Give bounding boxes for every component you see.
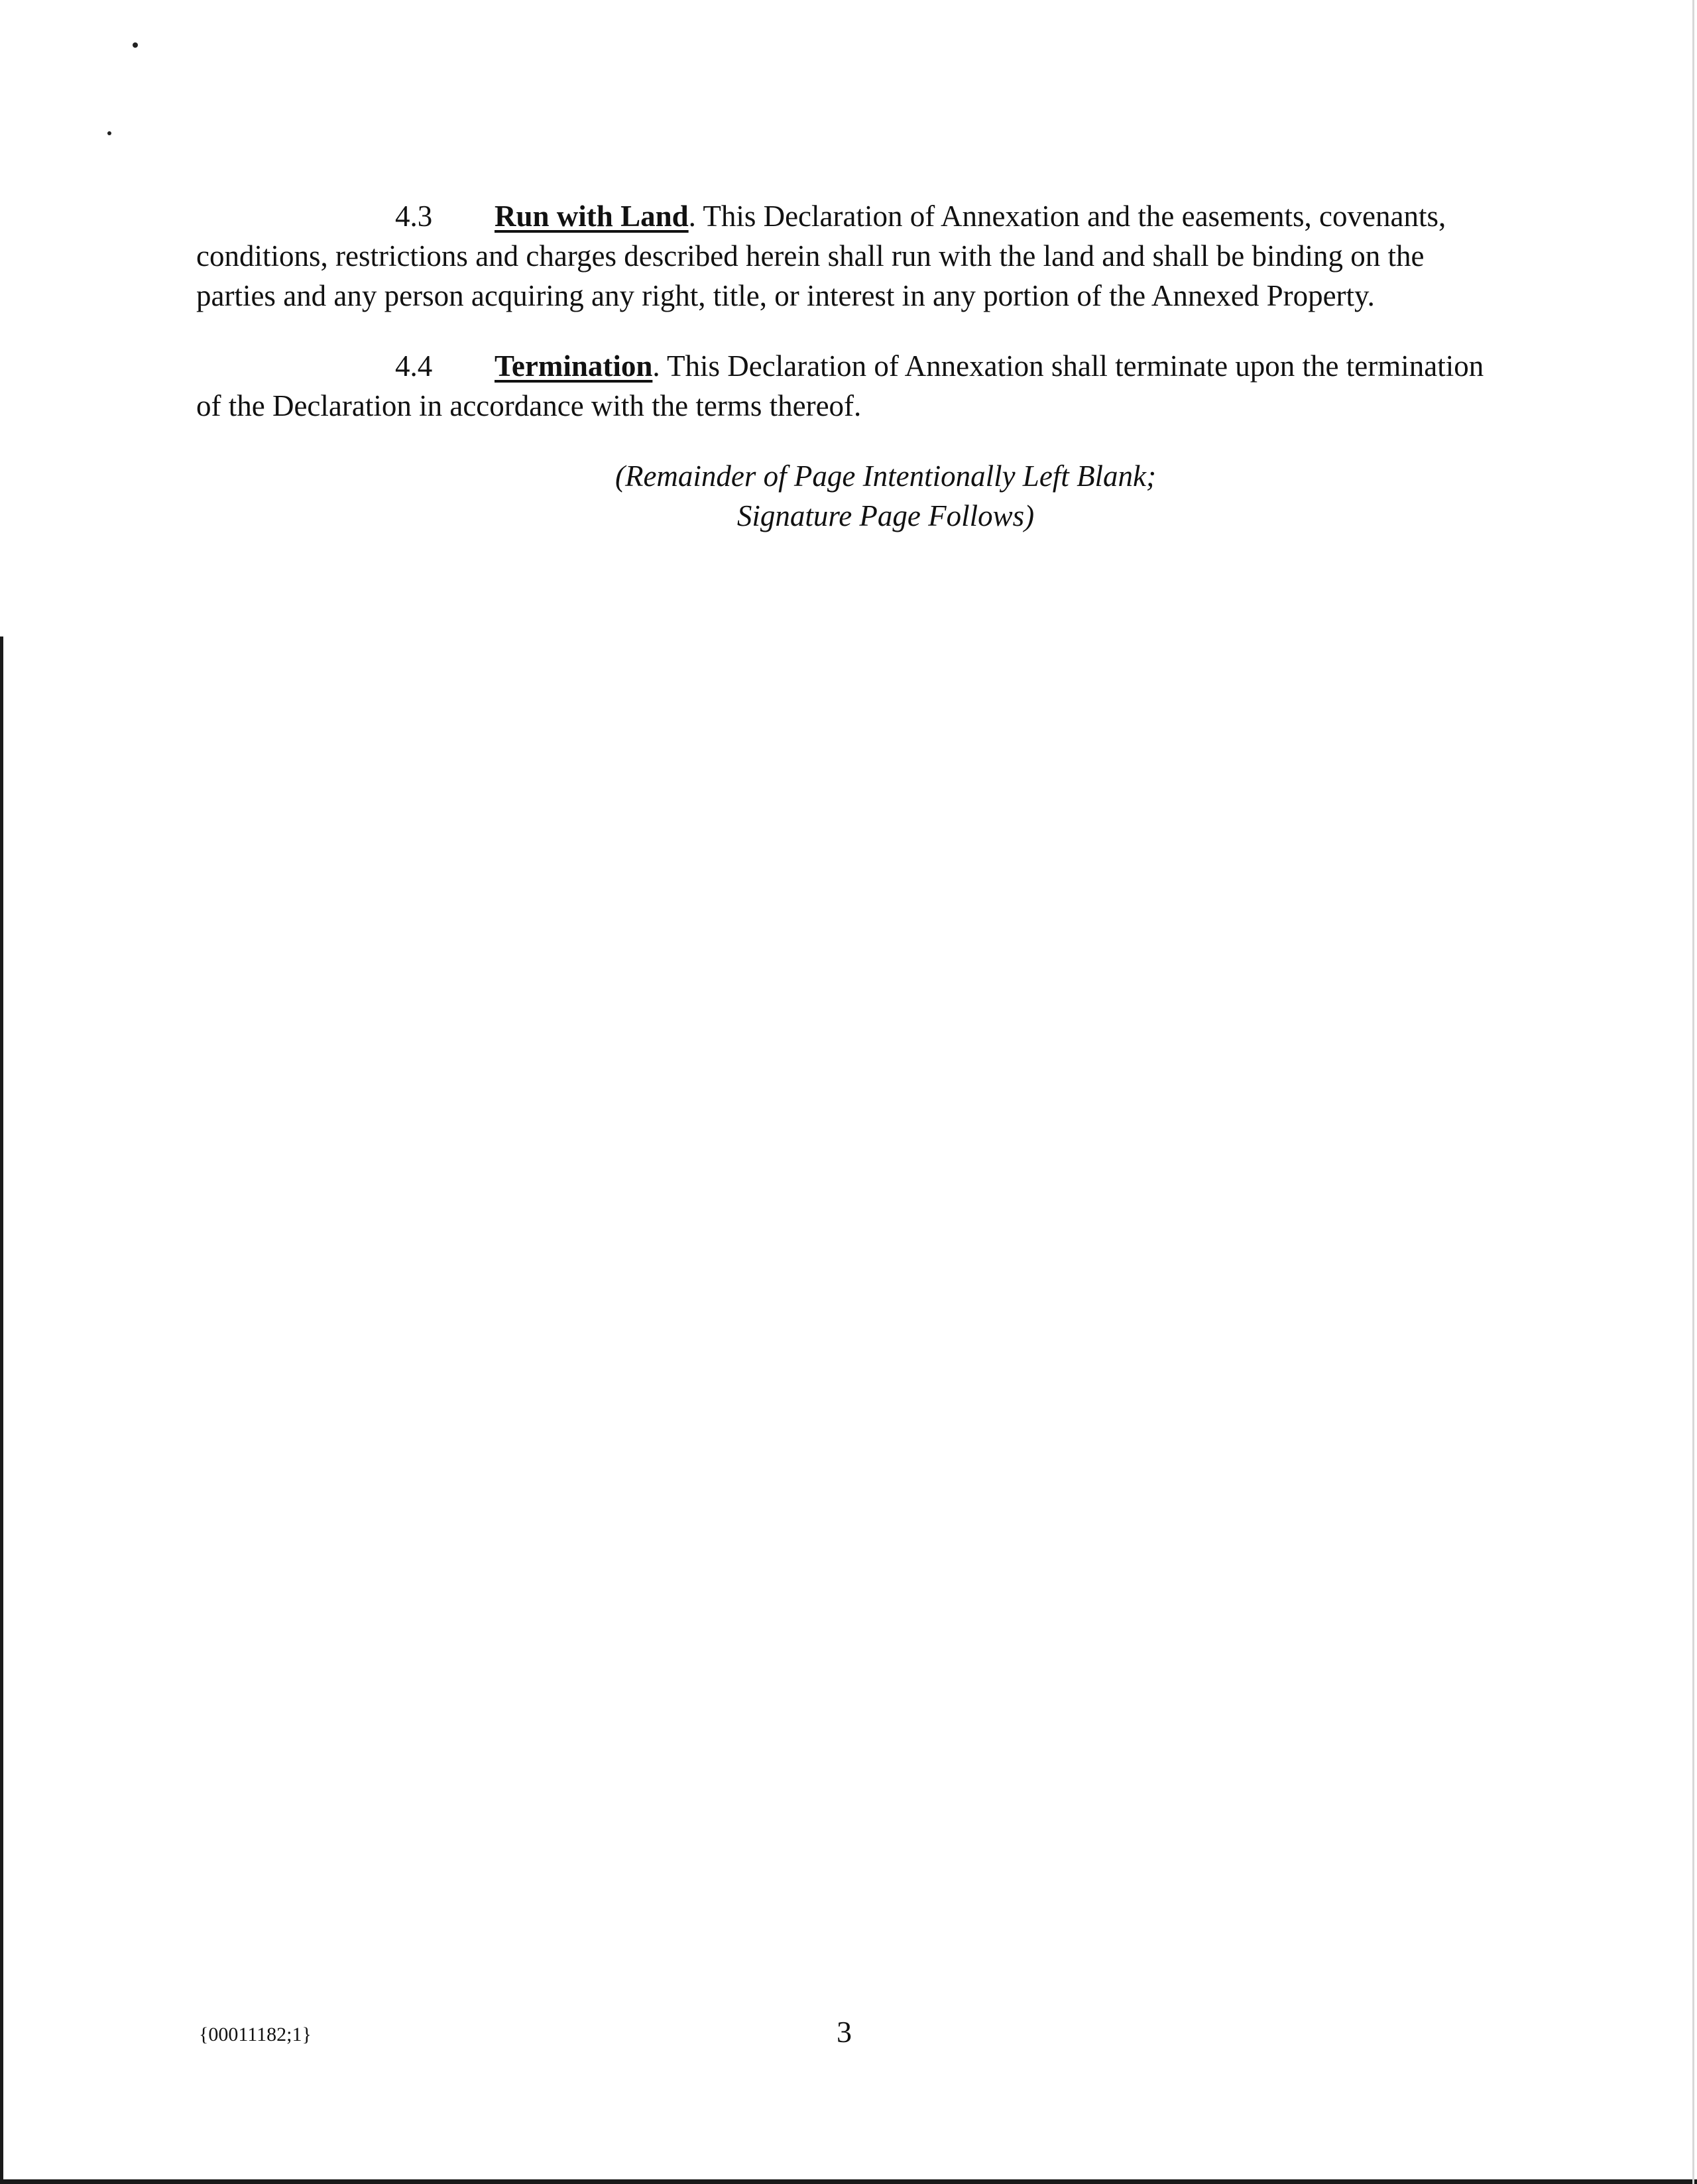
scan-edge-bottom — [0, 2179, 1697, 2184]
scan-speck — [133, 42, 138, 48]
remainder-note-line-1: (Remainder of Page Intentionally Left Blank; — [614, 459, 1157, 493]
scan-speck — [107, 131, 111, 135]
remainder-note-line-2: Signature Page Follows) — [736, 499, 1035, 532]
scan-edge-left — [0, 637, 3, 2184]
section-text: . This Declaration of Annexation and the easements, covenants, conditions, restrictions and charges described herein shall run with the land and shall be binding on the parties and any person acquiring any right, title, or interest in any portion of the Annexed Property. — [196, 200, 1446, 312]
section-heading: Run with Land — [495, 200, 689, 233]
document-id: {00011182;1} — [199, 2024, 312, 2045]
page-number: 3 — [837, 2015, 852, 2049]
remainder-note — [196, 456, 1495, 536]
section-heading: Termination — [495, 349, 653, 383]
section-4-3 — [196, 196, 1495, 316]
scan-edge-right — [1692, 0, 1694, 2184]
document-body — [196, 196, 1495, 536]
section-text: . This Declaration of Annexation shall terminate upon the termination of the Declaration in accordance with the terms thereof. — [196, 349, 1484, 422]
section-number: 4.4 — [395, 349, 433, 383]
section-4-4 — [196, 346, 1495, 426]
section-number: 4.3 — [395, 200, 433, 233]
